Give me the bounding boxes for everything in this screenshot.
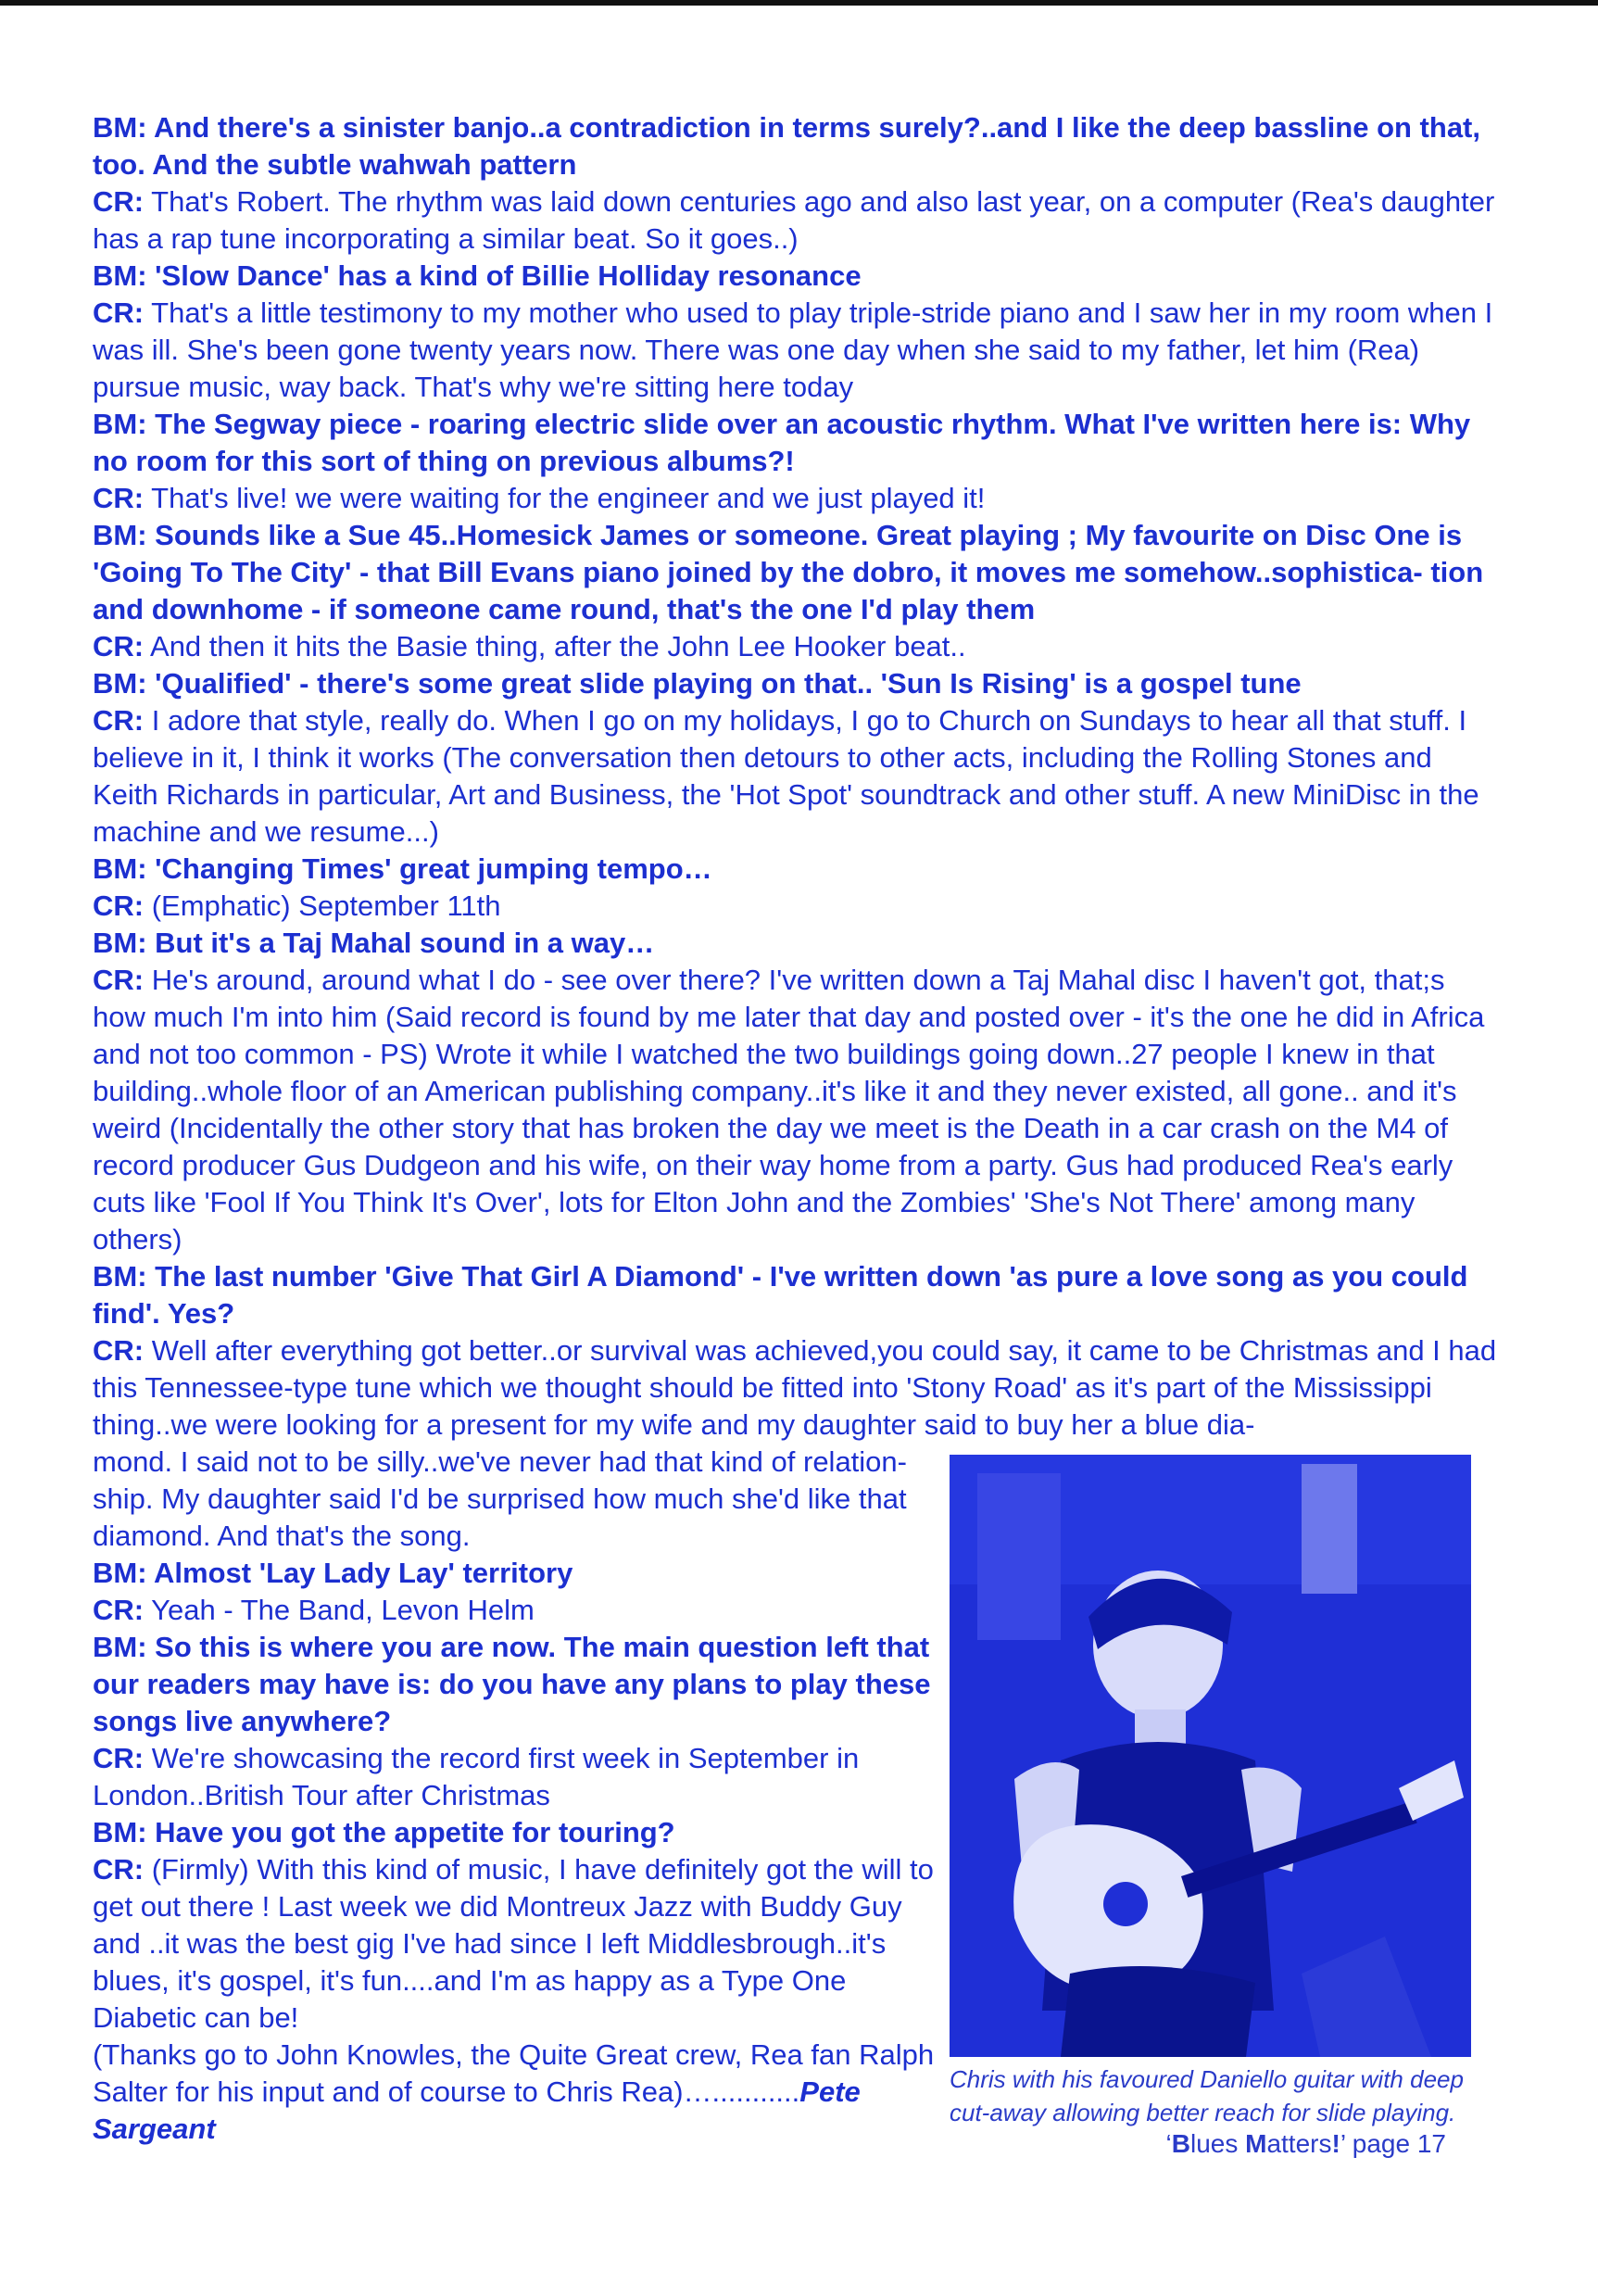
- entry-text: Almost 'Lay Lady Lay' territory: [154, 1557, 573, 1589]
- speaker-label: CR:: [93, 1334, 145, 1367]
- speaker-label: BM:: [93, 519, 147, 551]
- speaker-label: BM:: [93, 927, 147, 959]
- page-footer: [1166, 2129, 1447, 2159]
- speaker-label: CR:: [93, 704, 145, 737]
- credits-text: (Thanks go to John Knowles, the Quite Great crew, Rea fan Ralph Salter for his input and of course to Chris Rea)…...........: [93, 2038, 935, 2108]
- credits: [93, 2037, 940, 2148]
- author-signature: Pete Sargeant: [93, 2075, 861, 2145]
- entry-text: I adore that style, really do. When I go on my holidays, I go to Church on Sundays to hear all that stuff. I believe in it, I think it works (The conversation then detours to other acts, including the Rolling Stones and Keith Richards in particular, Art and Business, the 'Hot Spot' soundtrack and other stuff. A new MiniDisc in the machine and we resume...): [93, 704, 1479, 848]
- speaker-label: CR:: [93, 185, 145, 218]
- interview-lower: [93, 1444, 1501, 2148]
- top-rule: [0, 0, 1598, 6]
- entry-text: But it's a Taj Mahal sound in a way…: [155, 927, 655, 959]
- speaker-label: BM:: [93, 1631, 147, 1663]
- entry-text: Well after everything got better..or survival was achieved,you could say, it came to be Christmas and I had this Tennessee-type tune which we thought should be fitted into 'Stony Road' as it's part of the Mississippi thing..we were looking for a present for my wife and my daughter said to buy her a blue dia-: [93, 1334, 1497, 1441]
- photo-guitarist: [950, 1455, 1471, 2057]
- answer: [93, 1444, 940, 1555]
- question: [93, 851, 1501, 888]
- question: [93, 925, 1501, 962]
- footer-page-number: page 17: [1345, 2129, 1446, 2158]
- footer-quote-close: ’: [1340, 2129, 1345, 2158]
- entry-text: Sounds like a Sue 45..Homesick James or someone. Great playing ; My favourite on Disc One is 'Going To The City' - that Bill Evans piano joined by the dobro, it moves me somehow..sophistica- tion and downhome - if someone came round, that's the one I'd play them: [93, 519, 1484, 625]
- speaker-label: CR:: [93, 889, 145, 922]
- answer: [93, 480, 1501, 517]
- entry-text: Yeah - The Band, Levon Helm: [151, 1594, 535, 1626]
- speaker-label: BM:: [93, 111, 147, 144]
- footer-magazine-exclaim: !: [1331, 2129, 1340, 2158]
- question: [93, 109, 1501, 183]
- speaker-label: CR:: [93, 1742, 145, 1774]
- entry-text: That's Robert. The rhythm was laid down centuries ago and also last year, on a computer (Rea's daughter has a rap tune incorporating a similar beat. So it goes..): [93, 185, 1495, 255]
- speaker-label: BM:: [93, 667, 147, 700]
- photo-caption: Chris with his favoured Daniello guitar with deep cut-away allowing better reach for slide playing.: [950, 2065, 1464, 2126]
- footer-magazine-atters: atters: [1266, 2129, 1332, 2158]
- answer: [93, 1332, 1501, 1444]
- answer: [93, 702, 1501, 851]
- speaker-label: CR:: [93, 296, 145, 329]
- question: [93, 1258, 1501, 1332]
- entry-text: (Emphatic) September 11th: [151, 889, 501, 922]
- speaker-label: CR:: [93, 482, 145, 514]
- entry-text: The Segway piece - roaring electric slide over an acoustic rhythm. What I've written here is: Why no room for this sort of thing on previous albums?!: [93, 408, 1471, 477]
- answer: [93, 628, 1501, 665]
- entry-text: That's live! we were waiting for the engineer and we just played it!: [151, 482, 986, 514]
- speaker-label: BM:: [93, 408, 147, 440]
- speaker-label: BM:: [93, 1557, 147, 1589]
- interview-lower-text: [93, 1444, 940, 2148]
- answer: [93, 1740, 940, 1814]
- entry-text: The last number 'Give That Girl A Diamond' - I've written down 'as pure a love song as you could find'. Yes?: [93, 1260, 1468, 1330]
- question: [93, 1555, 940, 1592]
- speaker-label: CR:: [93, 630, 145, 662]
- entry-text: mond. I said not to be silly..we've never had that kind of relation- ship. My daughter said I'd be surprised how much she'd like that diamond. And that's the song.: [93, 1445, 907, 1552]
- speaker-label: BM:: [93, 1260, 147, 1293]
- entry-text: 'Qualified' - there's some great slide playing on that.. 'Sun Is Rising' is a gospel tune: [155, 667, 1302, 700]
- entry-text: (Firmly) With this kind of music, I have definitely got the will to get out there ! Last week we did Montreux Jazz with Buddy Guy and ..it was the best gig I've had since I left Middlesbrough..it's blues, it's gospel, it's fun....and I'm as happy as a Type One Diabetic can be!: [93, 1853, 934, 2034]
- entry-text: So this is where you are now. The main question left that our readers may have is: do you have any plans to play these songs live anywhere?: [93, 1631, 931, 1737]
- entry-text: We're showcasing the record first week in September in London..British Tour after Christmas: [93, 1742, 860, 1811]
- entry-text: 'Changing Times' great jumping tempo…: [155, 852, 712, 885]
- footer-quote-open: ‘: [1165, 2129, 1172, 2158]
- entry-text: Have you got the appetite for touring?: [155, 1816, 675, 1848]
- speaker-label: CR:: [93, 1594, 145, 1626]
- answer: [93, 1851, 940, 2037]
- question: [93, 665, 1501, 702]
- speaker-label: BM:: [93, 259, 147, 292]
- interview-upper: [93, 109, 1501, 1444]
- question: [93, 1814, 940, 1851]
- article-body: [93, 109, 1501, 2148]
- question: [93, 1629, 940, 1740]
- speaker-label: BM:: [93, 852, 147, 885]
- entry-text: 'Slow Dance' has a kind of Billie Holliday resonance: [155, 259, 862, 292]
- entry-text: He's around, around what I do - see over there? I've written down a Taj Mahal disc I haven't got, that;s how much I'm into him (Said record is found by me later that day and posted over - it's the one he did in Africa and not too common - PS) Wrote it while I watched the two buildings going down..27 people I knew in that building..whole floor of an American publishing company..it's like it and they never existed, all gone.. and it's weird (Incidentally the other story that has broken the day we meet is the Death in a car crash on the M4 of record producer Gus Dudgeon and his wife, on their way home from a party. Gus had produced Rea's early cuts like 'Fool If You Think It's Over', lots for Elton John and the Zombies' 'She's Not There' among many others): [93, 964, 1485, 1255]
- speaker-label: BM:: [93, 1816, 147, 1848]
- answer: [93, 888, 1501, 925]
- entry-text: And there's a sinister banjo..a contradiction in terms surely?..and I like the deep bassline on that, too. And the subtle wahwah pattern: [93, 111, 1480, 181]
- entry-text: And then it hits the Basie thing, after the John Lee Hooker beat..: [150, 630, 966, 662]
- footer-magazine-lues: lues: [1189, 2129, 1246, 2158]
- answer: [93, 295, 1501, 406]
- footer-magazine-m: M: [1245, 2129, 1267, 2158]
- footer-magazine-b: B: [1171, 2129, 1190, 2158]
- photo-column: [940, 1444, 1501, 2148]
- answer: [93, 183, 1501, 258]
- question: [93, 517, 1501, 628]
- answer: [93, 1592, 940, 1629]
- answer: [93, 962, 1501, 1258]
- entry-text: That's a little testimony to my mother who used to play triple-stride piano and I saw her in my room when I was ill. She's been gone twenty years now. There was one day when she said to my father, let him (Rea) pursue music, way back. That's why we're sitting here today: [93, 296, 1493, 403]
- speaker-label: CR:: [93, 964, 145, 996]
- question: [93, 258, 1501, 295]
- question: [93, 406, 1501, 480]
- speaker-label: CR:: [93, 1853, 145, 1886]
